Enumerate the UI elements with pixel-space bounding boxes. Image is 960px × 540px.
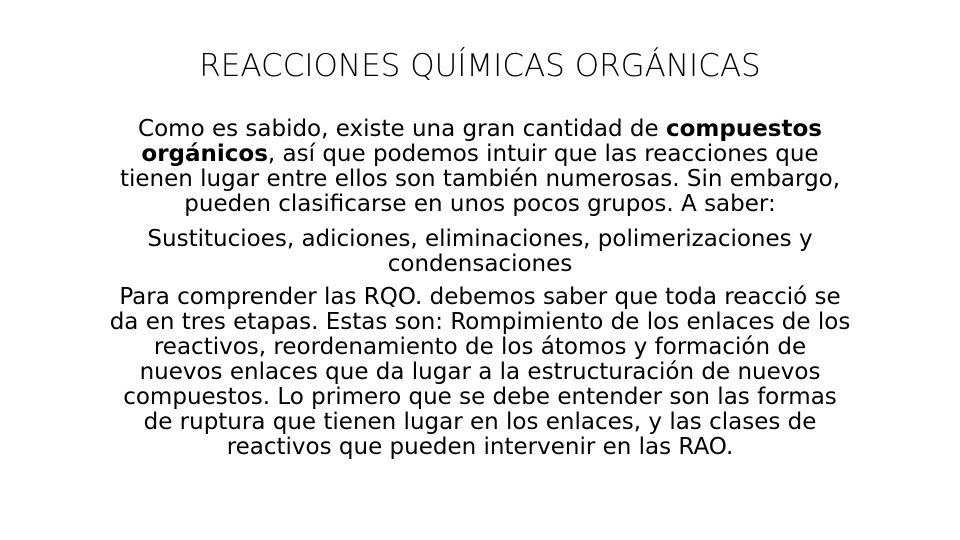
intro-line-2-text: , así que podemos intuir que las reacciones que (267, 141, 819, 167)
slide-body (30, 114, 930, 460)
stages-line-2: da en tres etapas. Estas son: Rompimiento de los enlaces de los (109, 309, 851, 335)
stages-line-1: Para comprender las RQO. debemos saber que toda reacció se (119, 284, 841, 310)
intro-line-2 (30, 139, 930, 167)
intro-line-1-bold: compuestos (665, 116, 822, 142)
intro-line-1 (30, 114, 930, 142)
paragraph-intro (30, 114, 930, 217)
intro-line-4: pueden clasificarse en unos pocos grupos. A saber: (184, 191, 776, 217)
stages-line-3: reactivos, reordenamiento de los átomos y formación de (153, 334, 807, 360)
intro-line-2-bold: orgánicos (141, 141, 268, 167)
types-line-2: condensaciones (387, 251, 573, 277)
stages-line-6: de ruptura que tienen lugar en los enlaces, y las clases de (143, 409, 817, 435)
intro-line-1-text: Como es sabido, existe una gran cantidad de (138, 116, 666, 142)
stages-line-5: compuestos. Lo primero que se debe entender son las formas (123, 384, 837, 410)
stages-line-7: reactivos que pueden intervenir en las RAO. (226, 434, 734, 460)
types-line-1: Sustitucioes, adiciones, eliminaciones, polimerizaciones y (147, 226, 813, 252)
intro-line-3: tienen lugar entre ellos son también numerosas. Sin embargo, (119, 166, 841, 192)
paragraph-stages (30, 282, 930, 460)
stages-line-4: nuevos enlaces que da lugar a la estructuración de nuevos (139, 359, 821, 385)
paragraph-types (30, 224, 930, 277)
slide-title: REACCIONES QUÍMICAS ORGÁNICAS (199, 48, 761, 84)
